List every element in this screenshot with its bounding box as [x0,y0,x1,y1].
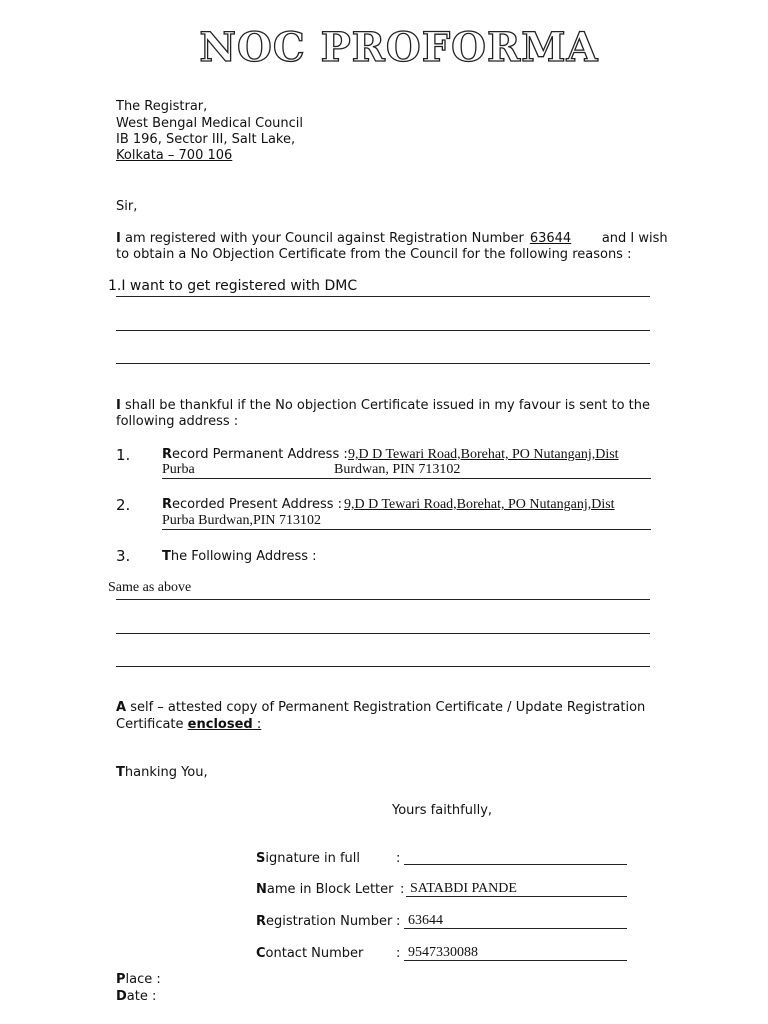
paragraph-registration-line-2: to obtain a No Objection Certificate from the Council for the following reasons : [116,247,632,262]
salutation: Sir, [116,199,138,214]
enclosed-word: enclosed [187,717,253,732]
address-2-underline [162,529,651,530]
following-address-line-3[interactable] [116,666,650,667]
addressee-line-3: IB 196, Sector III, Salt Lake, [116,132,296,147]
paragraph-text: and I wish [601,231,668,246]
address-1-value-line-2b[interactable]: Burdwan, PIN 713102 [334,462,461,477]
date-label: Date : [116,989,157,1004]
addressee-line-2: West Bengal Medical Council [116,116,304,131]
paragraph-registration [116,231,668,246]
name-colon: : [400,882,405,897]
address-2-label: Recorded Present Address : [162,497,343,512]
registration-number-underline [404,928,627,929]
initial-letter: R [162,447,173,462]
address-2-value-line-2[interactable]: Purba Burdwan,PIN 713102 [162,513,322,528]
address-3-label: The Following Address : [162,549,317,564]
initial-letter: I [116,231,121,246]
reason-line-1 [116,296,650,297]
signature-field[interactable] [404,864,627,865]
addressee-line-4: Kolkata – 700 106 [116,148,233,163]
registration-number-value[interactable]: 63644 [408,913,443,928]
contact-number-label: Contact Number [256,946,364,961]
contact-number-value[interactable]: 9547330088 [408,945,478,960]
initial-letter: T [116,765,125,780]
initial-letter: I [116,398,121,413]
paragraph-attestation: A self – attested copy of Permanent Registration Certificate / Update Registration [116,700,646,715]
thanking-you: Thanking You, [116,765,208,780]
address-2-value-line-1[interactable]: 9,D D Tewari Road,Borehat, PO Nutanganj,Dist [344,497,615,512]
address-1-value-line-2a[interactable]: Purba [162,462,195,477]
signature-colon: : [396,851,401,866]
following-address-line-1 [116,599,650,600]
paragraph-attestation-line-2: Certificate enclosed : [116,717,262,732]
initial-letter: R [162,497,173,512]
initial-letter: A [116,700,127,715]
reason-line-3[interactable] [116,363,650,364]
page-title: NOC PROFORMA [199,24,599,71]
following-address-value[interactable]: Same as above [108,580,192,595]
address-1-label: Record Permanent Address : [162,447,348,462]
registration-number-label: Registration Number [256,914,393,929]
address-2-number: 2. [116,496,131,514]
addressee-line-1: The Registrar, [116,99,208,114]
reason-1-text[interactable]: 1.I want to get registered with DMC [108,278,358,294]
address-3-number: 3. [116,547,131,565]
place-label: Place : [116,972,161,987]
contact-number-underline [404,960,627,961]
registration-number-field[interactable]: 63644 [529,231,572,246]
reason-line-2[interactable] [116,330,650,331]
initial-letter: T [162,549,171,564]
name-label: Name in Block Letter [256,882,394,897]
signature-label: Signature in full [256,851,360,866]
address-1-value-line-1[interactable]: 9,D D Tewari Road,Borehat, PO Nutanganj,Dist [348,447,619,462]
address-1-underline [162,478,651,479]
contact-number-colon: : [396,946,401,961]
paragraph-address-request-line-2: following address : [116,414,239,429]
closing-yours-faithfully: Yours faithfully, [392,803,493,818]
address-1-number: 1. [116,446,131,464]
paragraph-address-request [116,398,650,413]
name-value[interactable]: SATABDI PANDE [410,881,517,896]
name-underline [406,896,627,897]
paragraph-text: am registered with your Council against Registration Number [120,231,524,246]
following-address-line-2[interactable] [116,633,650,634]
registration-number-colon: : [396,914,401,929]
paragraph-text: shall be thankful if the No objection Certificate issued in my favour is sent to the [120,398,651,413]
